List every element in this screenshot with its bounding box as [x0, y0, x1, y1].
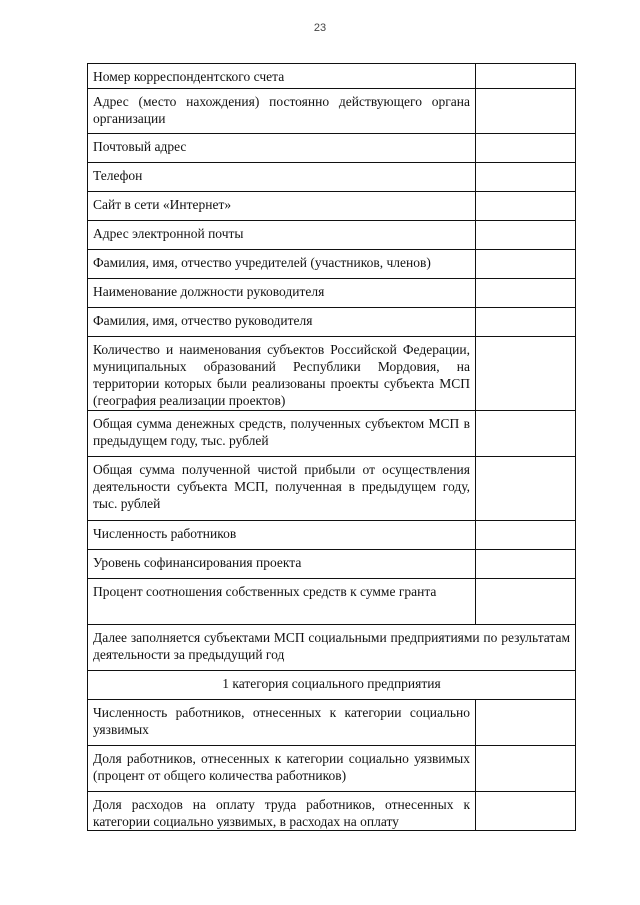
row-label-correspondent-account: Номер корреспондентского счета: [88, 64, 476, 89]
row-value-correspondent-account[interactable]: [476, 64, 576, 89]
table-row: [88, 279, 576, 308]
row-value-cofinancing-level[interactable]: [476, 550, 576, 579]
row-label-website: Сайт в сети «Интернет»: [88, 192, 476, 221]
table-row: [88, 337, 576, 411]
table-row: [88, 221, 576, 250]
social-section-note: Далее заполняется субъектами МСП социальными предприятиями по результатам деятельности за предыдущий год: [88, 625, 576, 671]
row-label-email: Адрес электронной почты: [88, 221, 476, 250]
table-row: [88, 192, 576, 221]
table-row: [88, 671, 576, 700]
row-label-head-position: Наименование должности руководителя: [88, 279, 476, 308]
table-row: [88, 792, 576, 831]
row-label-vulnerable-payroll-share: Доля расходов на оплату труда работников, отнесенных к категории социально уязвимых, в расходах на оплату: [88, 792, 476, 831]
table-row: [88, 457, 576, 521]
category-heading: 1 категория социального предприятия: [88, 671, 576, 700]
row-value-organization-address[interactable]: [476, 89, 576, 134]
row-value-vulnerable-payroll-share[interactable]: [476, 792, 576, 831]
row-label-head-name: Фамилия, имя, отчество руководителя: [88, 308, 476, 337]
row-label-founders-names: Фамилия, имя, отчество учредителей (участников, членов): [88, 250, 476, 279]
table-row: [88, 250, 576, 279]
application-form-table: [87, 63, 576, 831]
table-row: [88, 550, 576, 579]
table-row: [88, 163, 576, 192]
table-row: [88, 411, 576, 457]
table-row: [88, 579, 576, 625]
page-number: 23: [313, 22, 327, 34]
row-label-phone: Телефон: [88, 163, 476, 192]
row-value-vulnerable-employee-count[interactable]: [476, 700, 576, 746]
row-label-postal-address: Почтовый адрес: [88, 134, 476, 163]
row-label-net-profit: Общая сумма полученной чистой прибыли от осуществления деятельности субъекта МСП, полученная в предыдущем году, тыс. рублей: [88, 457, 476, 521]
table-row: [88, 134, 576, 163]
table-row: [88, 625, 576, 671]
row-value-net-profit[interactable]: [476, 457, 576, 521]
row-label-organization-address: Адрес (место нахождения) постоянно действующего органа организации: [88, 89, 476, 134]
table-row: [88, 64, 576, 89]
row-value-postal-address[interactable]: [476, 134, 576, 163]
row-value-founders-names[interactable]: [476, 250, 576, 279]
row-value-head-name[interactable]: [476, 308, 576, 337]
row-value-employee-count[interactable]: [476, 521, 576, 550]
row-value-own-funds-ratio[interactable]: [476, 579, 576, 625]
table-row: [88, 746, 576, 792]
row-label-vulnerable-employee-count: Численность работников, отнесенных к категории социально уязвимых: [88, 700, 476, 746]
row-label-cofinancing-level: Уровень софинансирования проекта: [88, 550, 476, 579]
row-value-email[interactable]: [476, 221, 576, 250]
row-value-head-position[interactable]: [476, 279, 576, 308]
table-row: [88, 308, 576, 337]
table-row: [88, 700, 576, 746]
row-label-employee-count: Численность работников: [88, 521, 476, 550]
row-label-own-funds-ratio: Процент соотношения собственных средств к сумме гранта: [88, 579, 476, 625]
row-label-total-funds: Общая сумма денежных средств, полученных субъектом МСП в предыдущем году, тыс. рублей: [88, 411, 476, 457]
row-value-project-geography[interactable]: [476, 337, 576, 411]
row-label-vulnerable-employee-share: Доля работников, отнесенных к категории социально уязвимых (процент от общего количества работников): [88, 746, 476, 792]
table-row: [88, 521, 576, 550]
row-value-total-funds[interactable]: [476, 411, 576, 457]
table-row: [88, 89, 576, 134]
row-value-phone[interactable]: [476, 163, 576, 192]
row-label-project-geography: Количество и наименования субъектов Российской Федерации, муниципальных образований Республики Мордовия, на территории которых были реализованы проекты субъекта МСП (география реализации проектов): [88, 337, 476, 411]
row-value-website[interactable]: [476, 192, 576, 221]
row-value-vulnerable-employee-share[interactable]: [476, 746, 576, 792]
